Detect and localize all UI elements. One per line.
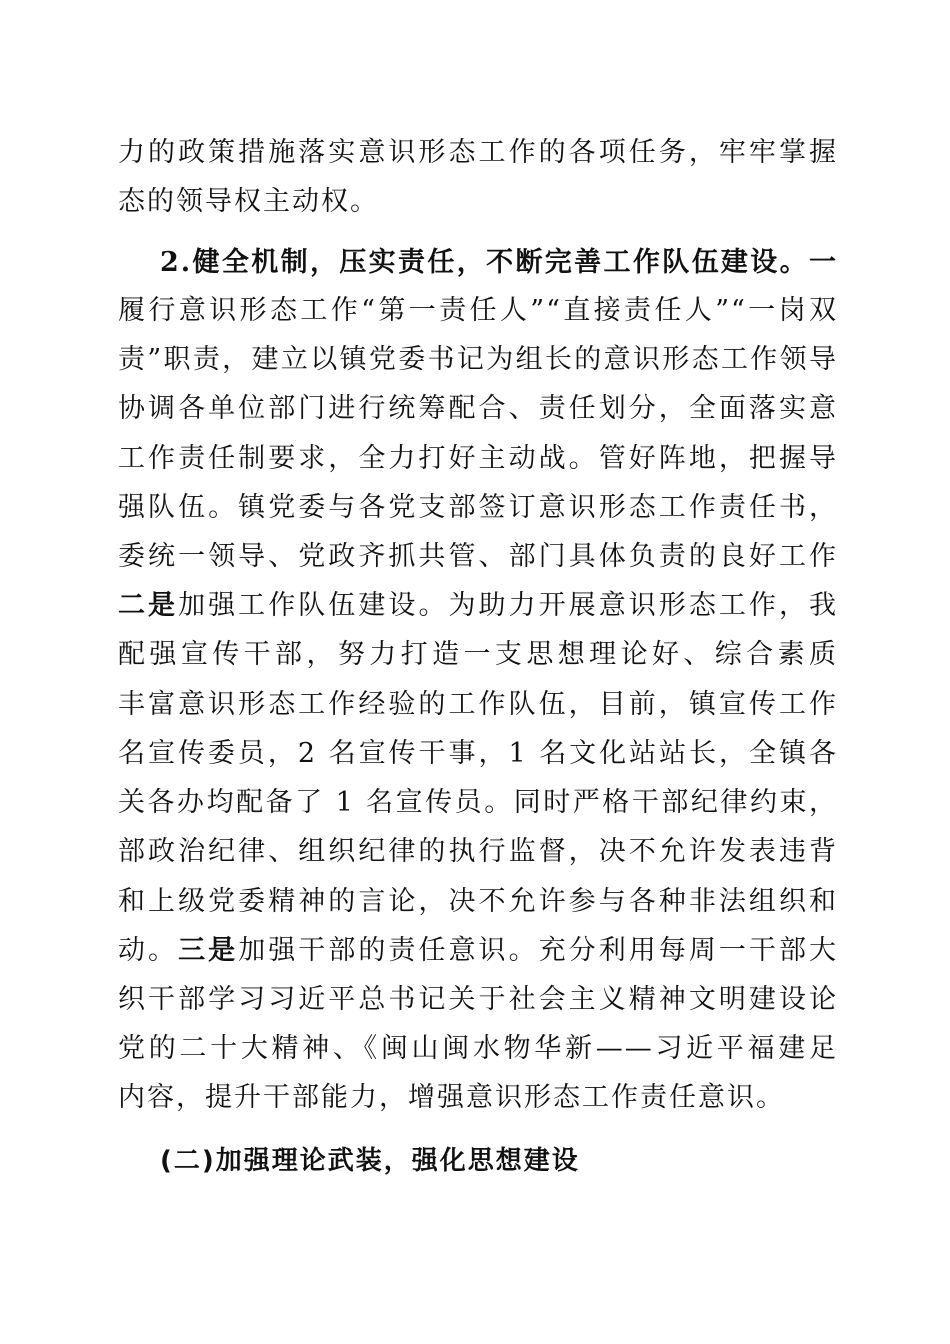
paragraph-line: 力的政策措施落实意识形态工作的各项任务，牢牢掌握 <box>118 137 838 168</box>
paragraph-line: 关各办均配备了 1 名宣传员。同时严格干部纪律约束， <box>118 787 838 818</box>
paragraph-line: 态的领导权主动权。 <box>118 186 379 217</box>
paragraph-line: 织干部学习习近平总书记关于社会主义精神文明建设论 <box>118 984 838 1015</box>
marker-third: 三是 <box>178 935 239 966</box>
paragraph-line-heading <box>160 245 838 281</box>
paragraph-line: 履行意识形态工作“第一责任人”“直接责任人”“一岗双 <box>118 295 838 326</box>
paragraph-line: 强队伍。镇党委与各党支部签订意识形态工作责任书， <box>118 492 838 523</box>
paragraph-line: 责”职责，建立以镇党委书记为组长的意识形态工作领导 <box>118 344 838 375</box>
paragraph-line: 部政治纪律、组织纪律的执行监督，决不允许发表违背 <box>118 836 838 867</box>
marker-first: 一 <box>809 247 838 278</box>
paragraph-line: 党的二十大精神、《闽山闽水物华新——习近平福建足 <box>118 1033 838 1064</box>
paragraph-line: 内容，提升干部能力，增强意识形态工作责任意识。 <box>118 1082 785 1113</box>
paragraph-line: 协调各单位部门进行统筹配合、责任划分，全面落实意 <box>118 393 838 424</box>
paragraph-line: 配强宣传干部，努力打造一支思想理论好、综合素质 <box>118 639 838 670</box>
paragraph-line <box>118 588 838 624</box>
text-run: 加强干部的责任意识。充分利用每周一干部大 <box>238 935 838 966</box>
text-run: 加强工作队伍建设。为助力开展意识形态工作，我 <box>178 590 838 621</box>
paragraph-line <box>118 933 838 969</box>
paragraph-line: 丰富意识形态工作经验的工作队伍，目前，镇宣传工作 <box>118 689 838 720</box>
marker-second: 二是 <box>118 590 179 621</box>
paragraph-line: 名宣传委员，2 名宣传干事，1 名文化站站长，全镇各 <box>118 738 838 769</box>
section-heading: (二)加强理论武装，强化思想建设 <box>160 1146 580 1176</box>
paragraph-line: 和上级党委精神的言论，决不允许参与各种非法组织和 <box>118 886 838 917</box>
sub-heading: 2.健全机制，压实责任，不断完善工作队伍建设。 <box>160 247 809 278</box>
paragraph-line: 工作责任制要求，全力打好主动战。管好阵地，把握导 <box>118 443 838 474</box>
text-run: 动。 <box>118 935 179 966</box>
paragraph-line: 委统一领导、党政齐抓共管、部门具体负责的良好工作 <box>118 541 838 572</box>
